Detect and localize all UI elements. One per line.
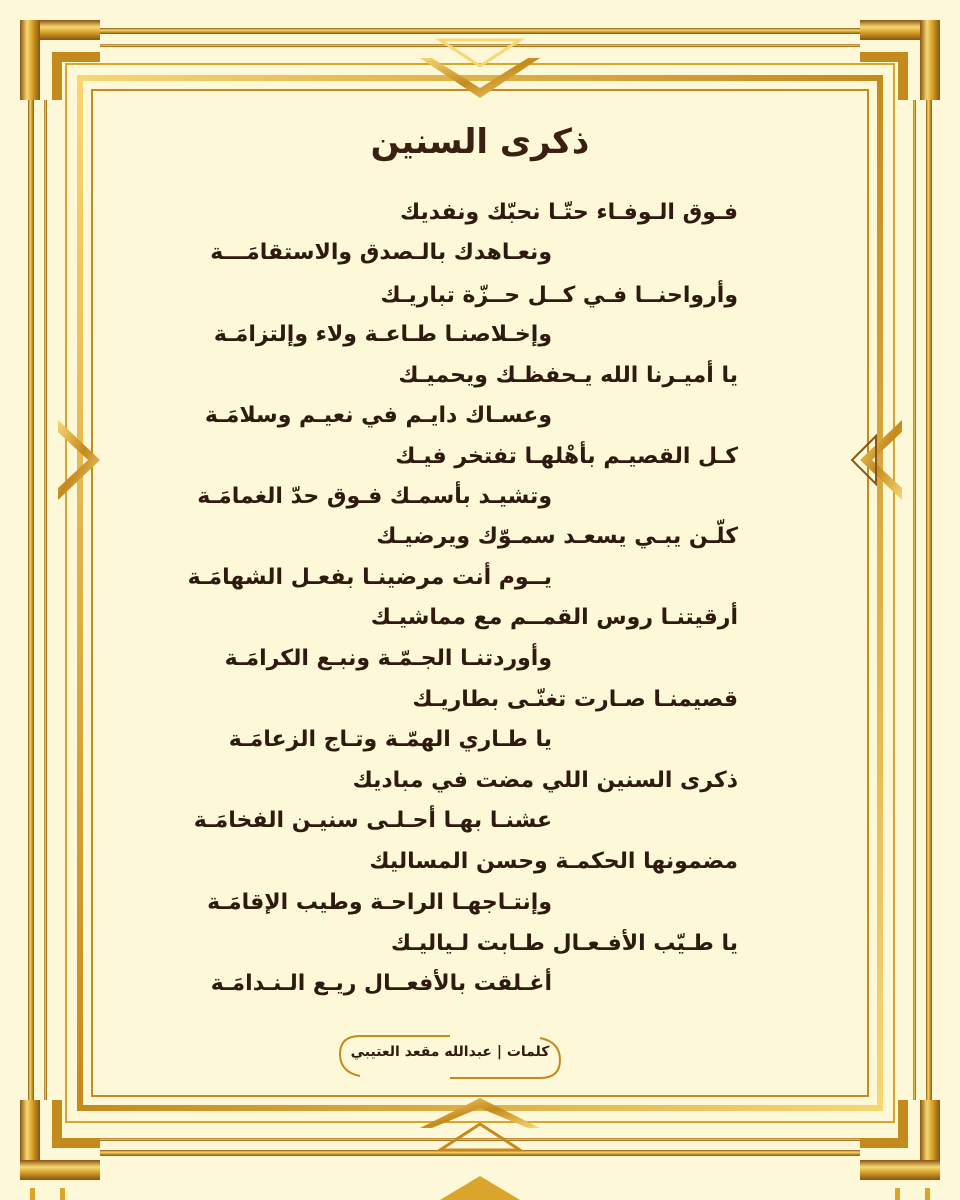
- poem-line: قصيمنـا صـارت تغنّـى بطاريـك: [412, 687, 738, 712]
- corner-bottom-right: [860, 1100, 940, 1180]
- corner-top-left: [20, 20, 100, 100]
- poem-line: مضمونها الحكمـة وحسن المساليك: [369, 849, 738, 874]
- poem-line: يا طـيّب الأفـعـال طـابت لـياليـك: [390, 931, 738, 956]
- poem-line: يــوم أنت مرضينـا بفعـل الشهامَـة: [187, 565, 552, 590]
- credit-text: كلمات | عبدالله مقعد العتيبي: [350, 1044, 550, 1060]
- poem-line: وإخـلاصنـا طـاعـة ولاء وإلتزامَـة: [213, 322, 552, 347]
- poem-line: كلّـن يبـي يسعـد سمـوّك ويرضيـك: [376, 524, 738, 549]
- poem-line: أغـلقت بالأفعــال ريـع الـنـدامَـة: [210, 971, 552, 996]
- poem-line: وتشيـد بأسمـك فـوق حدّ الغمامَـة: [197, 484, 552, 509]
- poem-line: وأرواحنــا فـي كــل حــزّة تباريـك: [380, 283, 738, 308]
- poem-line: وإنتـاجهـا الراحـة وطيب الإقامَـة: [207, 890, 552, 915]
- poem-line: أرقيتنـا روس القمــم مع مماشيـك: [370, 605, 738, 630]
- credit-badge: [330, 1032, 570, 1082]
- poem-line: يا طـاري الهمّـة وتـاج الزعامَـة: [228, 727, 552, 752]
- poem-line: وأوردتنـا الجـمّـة ونبـع الكرامَـة: [224, 646, 552, 671]
- corner-bottom-left: [20, 1100, 100, 1180]
- poem-line: يا أميـرنا الله يـحفظـك ويحميـك: [398, 363, 738, 388]
- poem-line: فـوق الـوفـاء حتّـا نحبّك ونفديك: [400, 200, 738, 225]
- corner-top-right: [860, 20, 940, 100]
- poem-line: كـل القصيـم بأهْلهـا تفتخر فيـك: [395, 444, 738, 469]
- poem-line: عشنـا بهـا أحـلـى سنيـن الفخامَـة: [193, 808, 552, 833]
- poem-line: ونعـاهدك بالـصدق والاستقامَـــة: [210, 240, 552, 265]
- poem-line: ذكرى السنين اللي مضت في مباديك: [352, 768, 738, 793]
- poem-title: ذكرى السنين: [370, 122, 590, 162]
- poem-line: وعسـاك دايـم في نعيـم وسلامَـة: [204, 403, 552, 428]
